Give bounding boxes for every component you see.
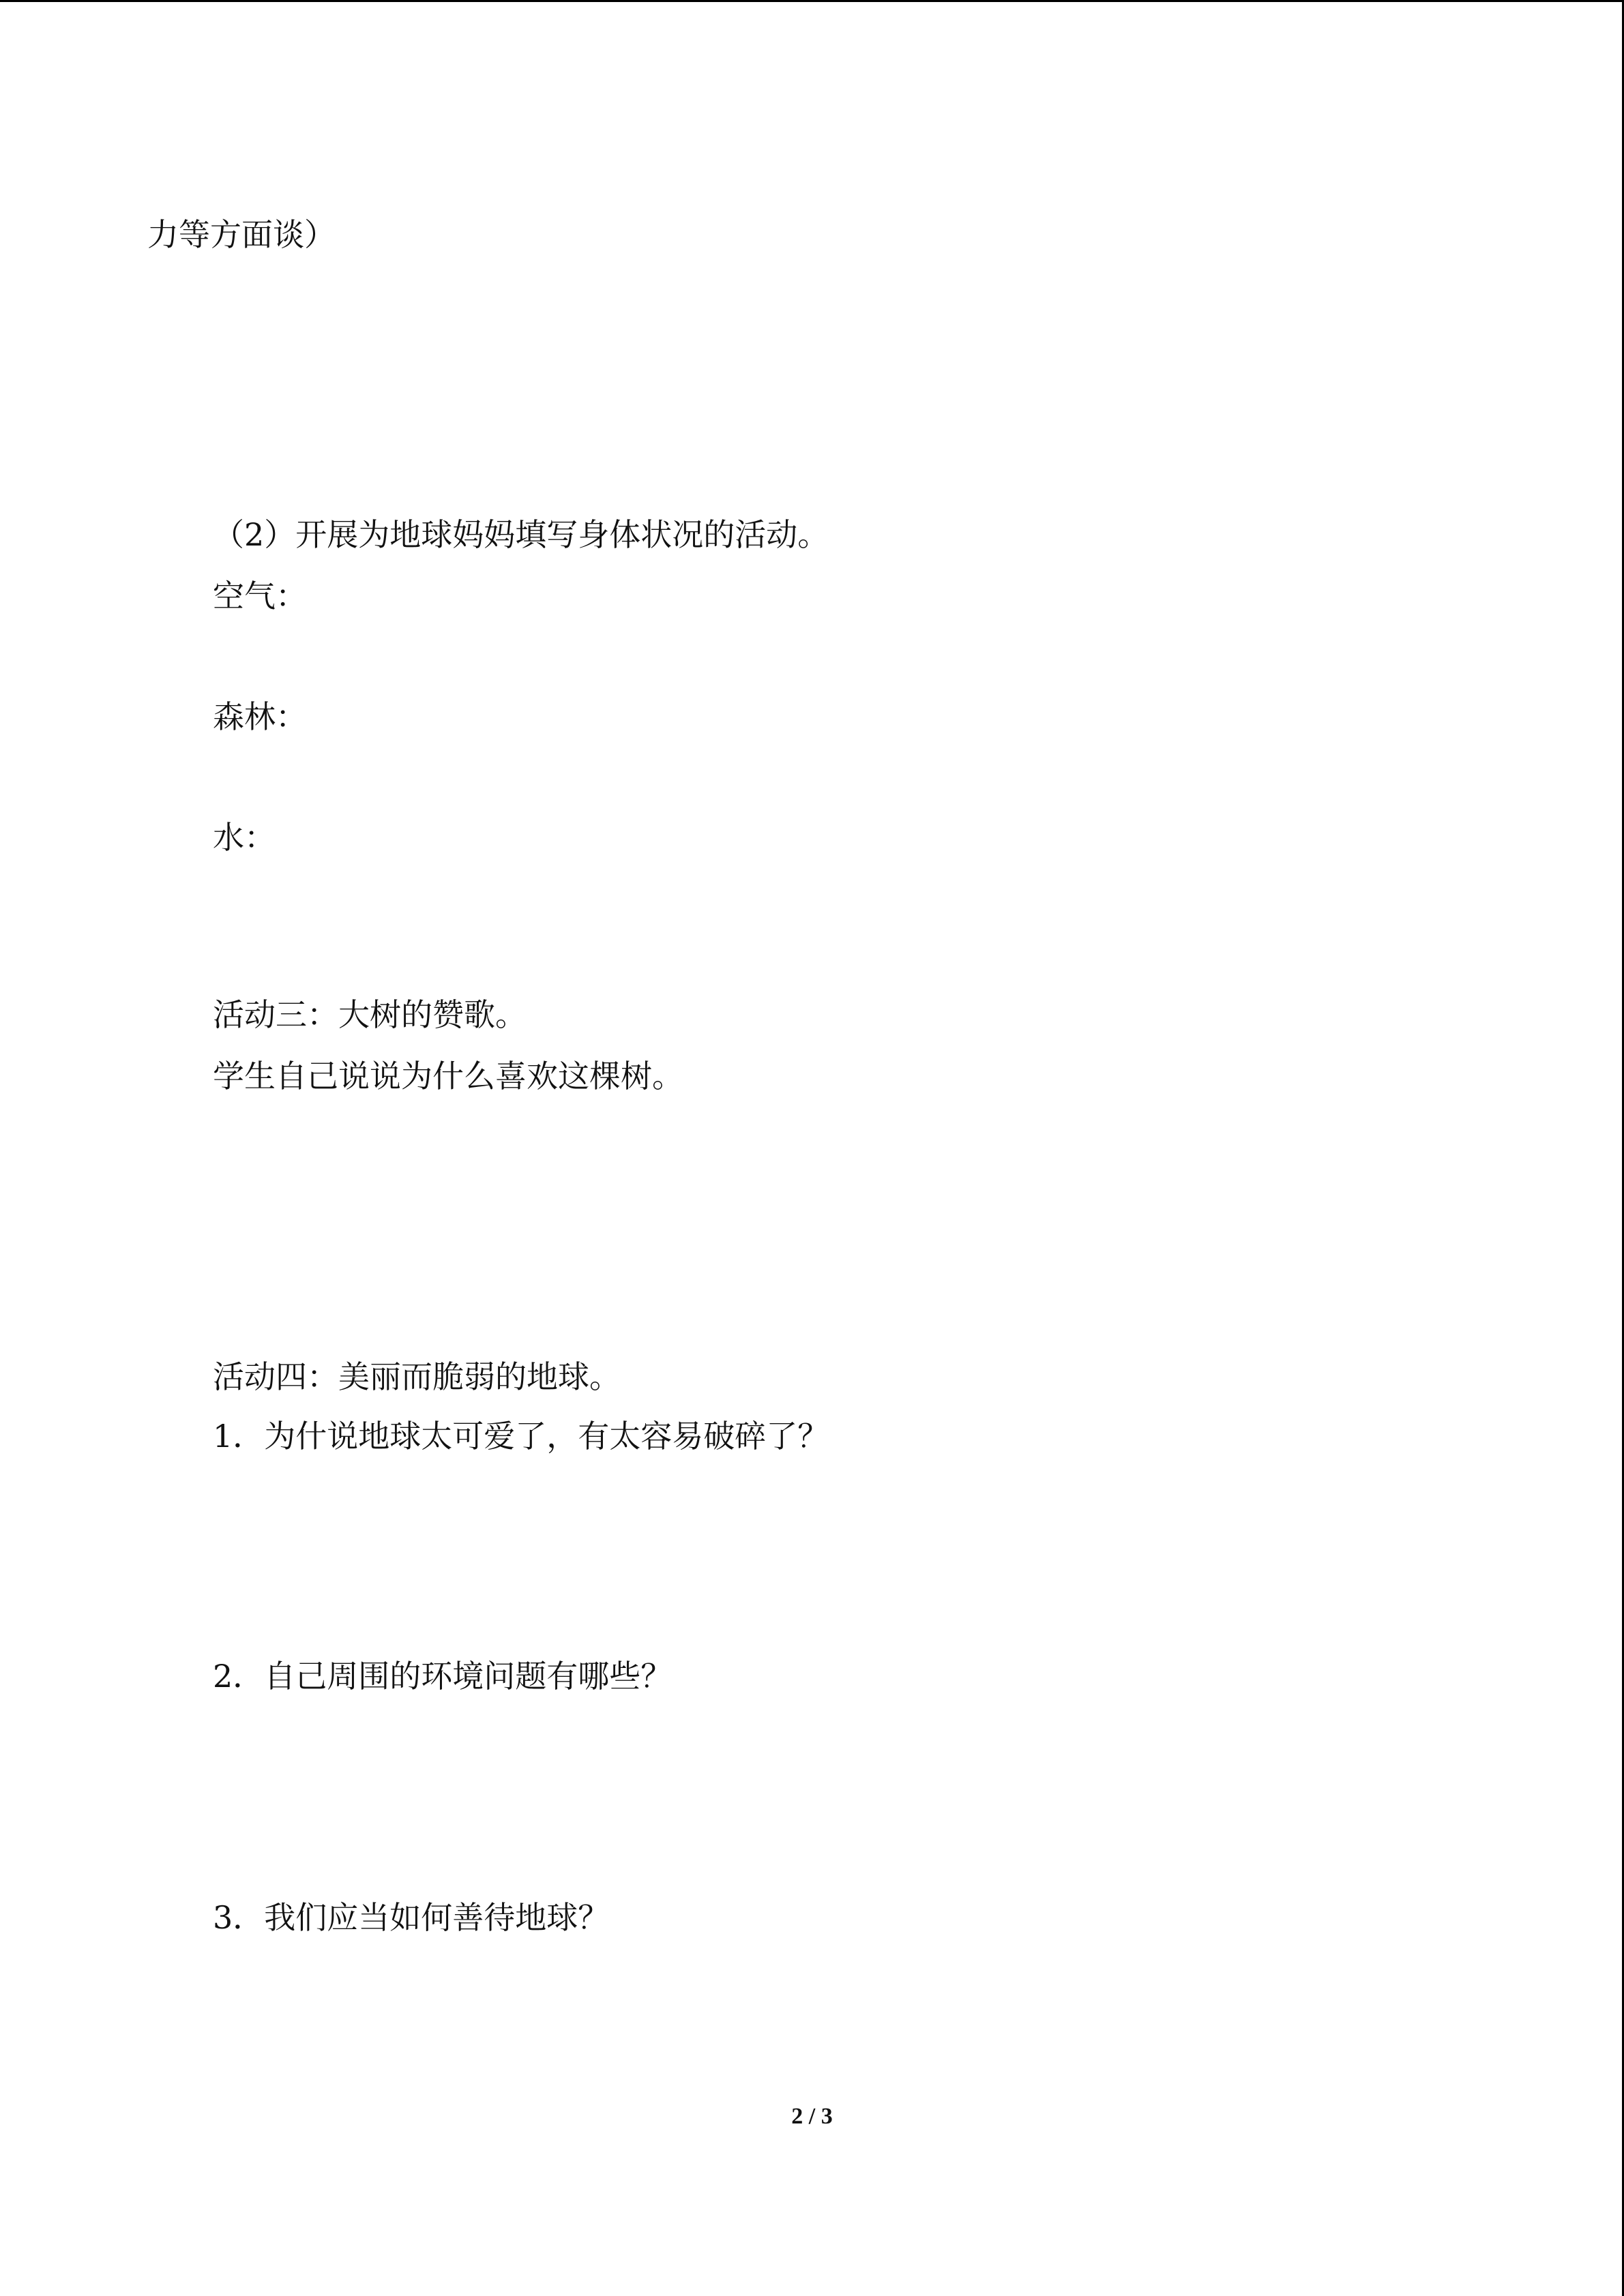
- question-3: 3．我们应当如何善待地球？: [213, 1899, 610, 1936]
- activity3-prompt: 学生自己说说为什么喜欢这棵树。: [213, 1058, 683, 1094]
- page-border-top: [0, 0, 1624, 2]
- question-2: 2．自己周围的环境问题有哪些？: [213, 1658, 673, 1695]
- activity4-title: 活动四：美丽而脆弱的地球。: [213, 1358, 621, 1395]
- question-1: 1．为什说地球太可爱了，有太容易破碎了？: [213, 1418, 829, 1455]
- activity2-item2-text: （2）开展为地球妈妈填写身体状况的活动。: [213, 516, 829, 553]
- activity3-title: 活动三：大树的赞歌。: [213, 996, 527, 1033]
- water-label: 水：: [213, 819, 276, 856]
- continuation-text: 力等方面谈）: [147, 216, 336, 253]
- forest-label: 森林：: [213, 698, 307, 735]
- air-label: 空气：: [213, 578, 307, 614]
- page-number: 2 / 3: [791, 2104, 833, 2129]
